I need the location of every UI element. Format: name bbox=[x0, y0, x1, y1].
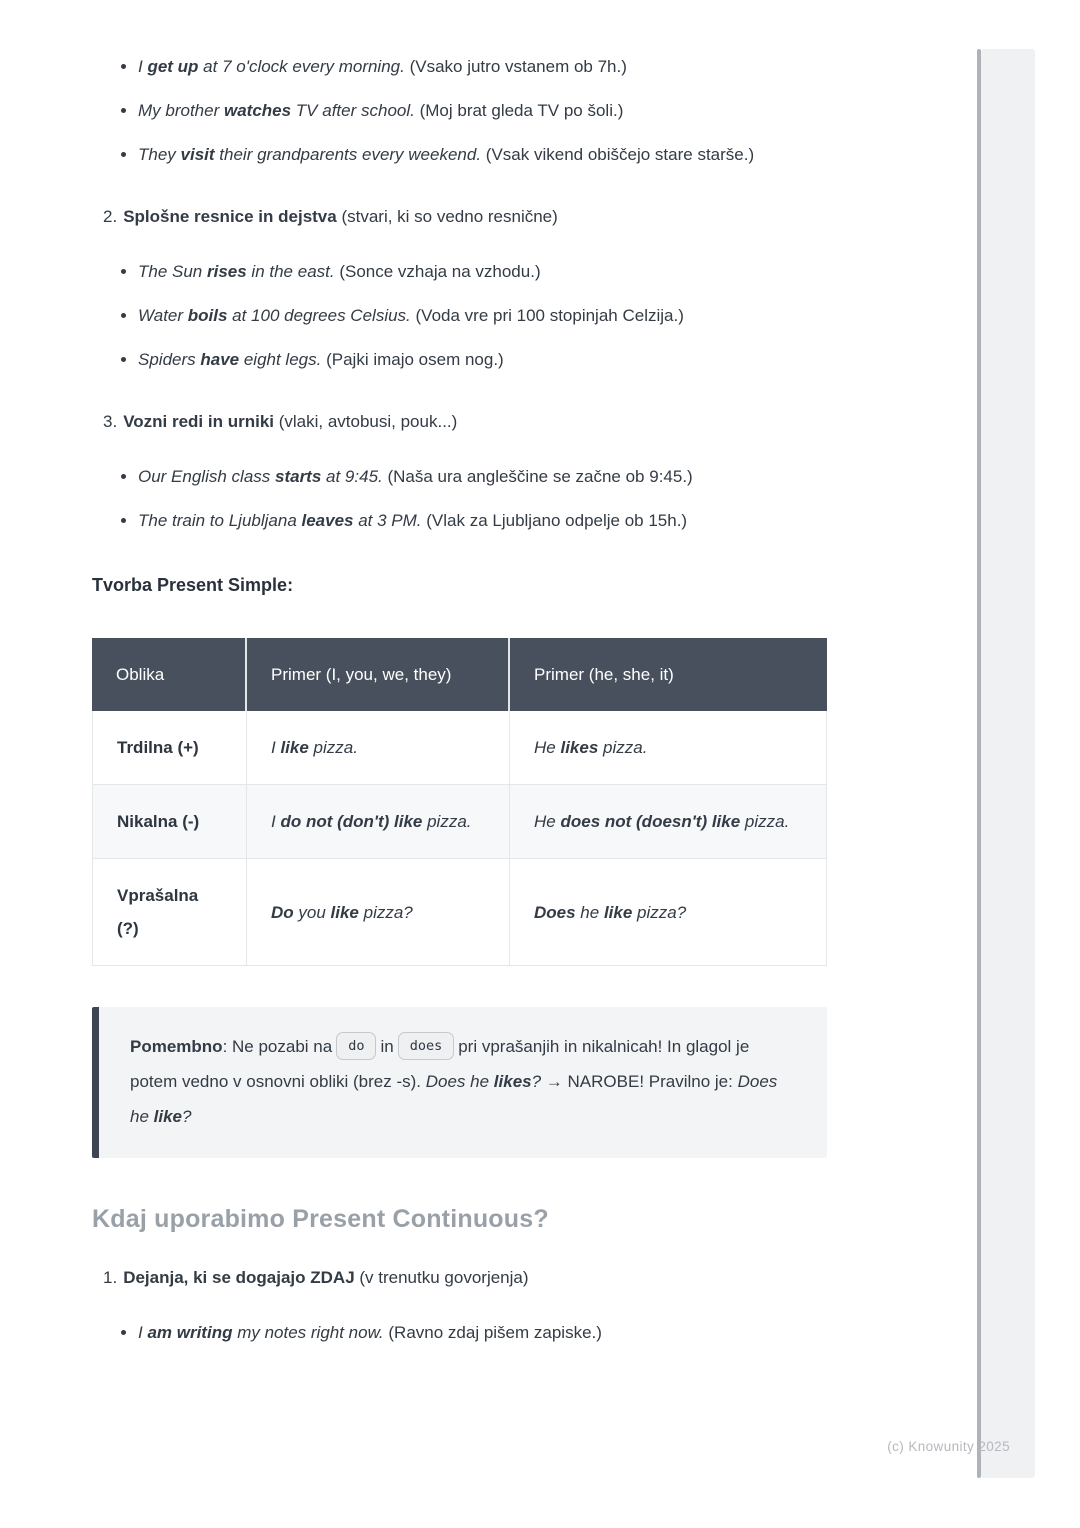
form-label-negative: Nikalna (-) bbox=[92, 785, 247, 859]
watermark-text: (c) Knowunity 2025 bbox=[887, 1439, 1010, 1454]
example-list-item: • They visit their grandparents every weekend. (Vsak vikend obiščejo stare starše.) bbox=[138, 138, 828, 171]
example-list-item: • The Sun rises in the east. (Sonce vzhaja na vzhodu.) bbox=[138, 255, 828, 288]
example-list-item: • Water boils at 100 degrees Celsius. (Voda vre pri 100 stopinjah Celzija.) bbox=[138, 299, 828, 332]
scrollbar-thumb[interactable] bbox=[977, 49, 981, 1478]
document-content bbox=[92, 0, 828, 1349]
example-list-item: • My brother watches TV after school. (Moj brat gleda TV po šoli.) bbox=[138, 94, 828, 127]
example-affirmative-singular: He likes pizza. bbox=[510, 711, 827, 785]
example-list-item: • The train to Ljubljana leaves at 3 PM. (Vlak za Ljubljano odpelje ob 15h.) bbox=[138, 504, 828, 537]
section-heading-now-actions bbox=[92, 1261, 828, 1294]
inline-code-chip: do bbox=[336, 1032, 376, 1060]
section-title: Vozni redi in urniki bbox=[123, 412, 274, 431]
continuous-example-list bbox=[92, 1316, 828, 1349]
intro-example-list bbox=[92, 50, 828, 171]
section-suffix: (stvari, ki so vedno resnične) bbox=[336, 207, 558, 226]
column-header-primer-singular: Primer (he, she, it) bbox=[510, 638, 827, 711]
table-row bbox=[92, 859, 827, 966]
table-row bbox=[92, 711, 827, 785]
example-affirmative-plural: I like pizza. bbox=[247, 711, 510, 785]
example-question-plural: Do you like pizza? bbox=[247, 859, 510, 966]
formation-heading: Tvorba Present Simple: bbox=[92, 575, 294, 595]
form-label-affirmative: Trdilna (+) bbox=[92, 711, 247, 785]
section-number: 1. bbox=[103, 1268, 118, 1287]
present-simple-table bbox=[92, 638, 827, 966]
example-list-item: • Spiders have eight legs. (Pajki imajo osem nog.) bbox=[138, 343, 828, 376]
section-suffix: (v trenutku govorjenja) bbox=[354, 1268, 529, 1287]
section-title: Splošne resnice in dejstva bbox=[123, 207, 337, 226]
section-number: 2. bbox=[103, 207, 118, 226]
section-suffix: (vlaki, avtobusi, pouk...) bbox=[274, 412, 458, 431]
column-header-oblika: Oblika bbox=[92, 638, 247, 711]
column-header-primer-plural: Primer (I, you, we, they) bbox=[247, 638, 510, 711]
example-negative-singular: He does not (doesn't) like pizza. bbox=[510, 785, 827, 859]
example-question-singular: Does he like pizza? bbox=[510, 859, 827, 966]
table-row bbox=[92, 785, 827, 859]
example-negative-plural: I do not (don't) like pizza. bbox=[247, 785, 510, 859]
next-page-panel[interactable] bbox=[981, 49, 1035, 1478]
form-label-question: Vprašalna (?) bbox=[92, 859, 247, 966]
example-list-item: • I am writing my notes right now. (Ravno zdaj pišem zapiske.) bbox=[138, 1316, 828, 1349]
timetables-example-list bbox=[92, 460, 828, 537]
present-continuous-heading: Kdaj uporabimo Present Continuous? bbox=[92, 1205, 549, 1233]
example-list-item: • I get up at 7 o'clock every morning. (Vsako jutro vstanem ob 7h.) bbox=[138, 50, 828, 83]
section-heading-timetables bbox=[92, 405, 828, 438]
important-callout: Pomembno: Ne pozabi na do in does pri vprašanjih in nikalnicah! In glagol je potem vedno v osnovni obliki (brez -s). Does he likes? → NAROBE! Pravilno je: Does he like? bbox=[92, 1007, 827, 1158]
facts-example-list bbox=[92, 255, 828, 376]
section-title: Dejanja, ki se dogajajo ZDAJ bbox=[123, 1268, 355, 1287]
section-heading-facts bbox=[92, 200, 828, 233]
inline-code-chip: does bbox=[398, 1032, 455, 1060]
example-list-item: • Our English class starts at 9:45. (Naša ura angleščine se začne ob 9:45.) bbox=[138, 460, 828, 493]
table-header-row bbox=[92, 638, 827, 711]
section-number: 3. bbox=[103, 412, 118, 431]
